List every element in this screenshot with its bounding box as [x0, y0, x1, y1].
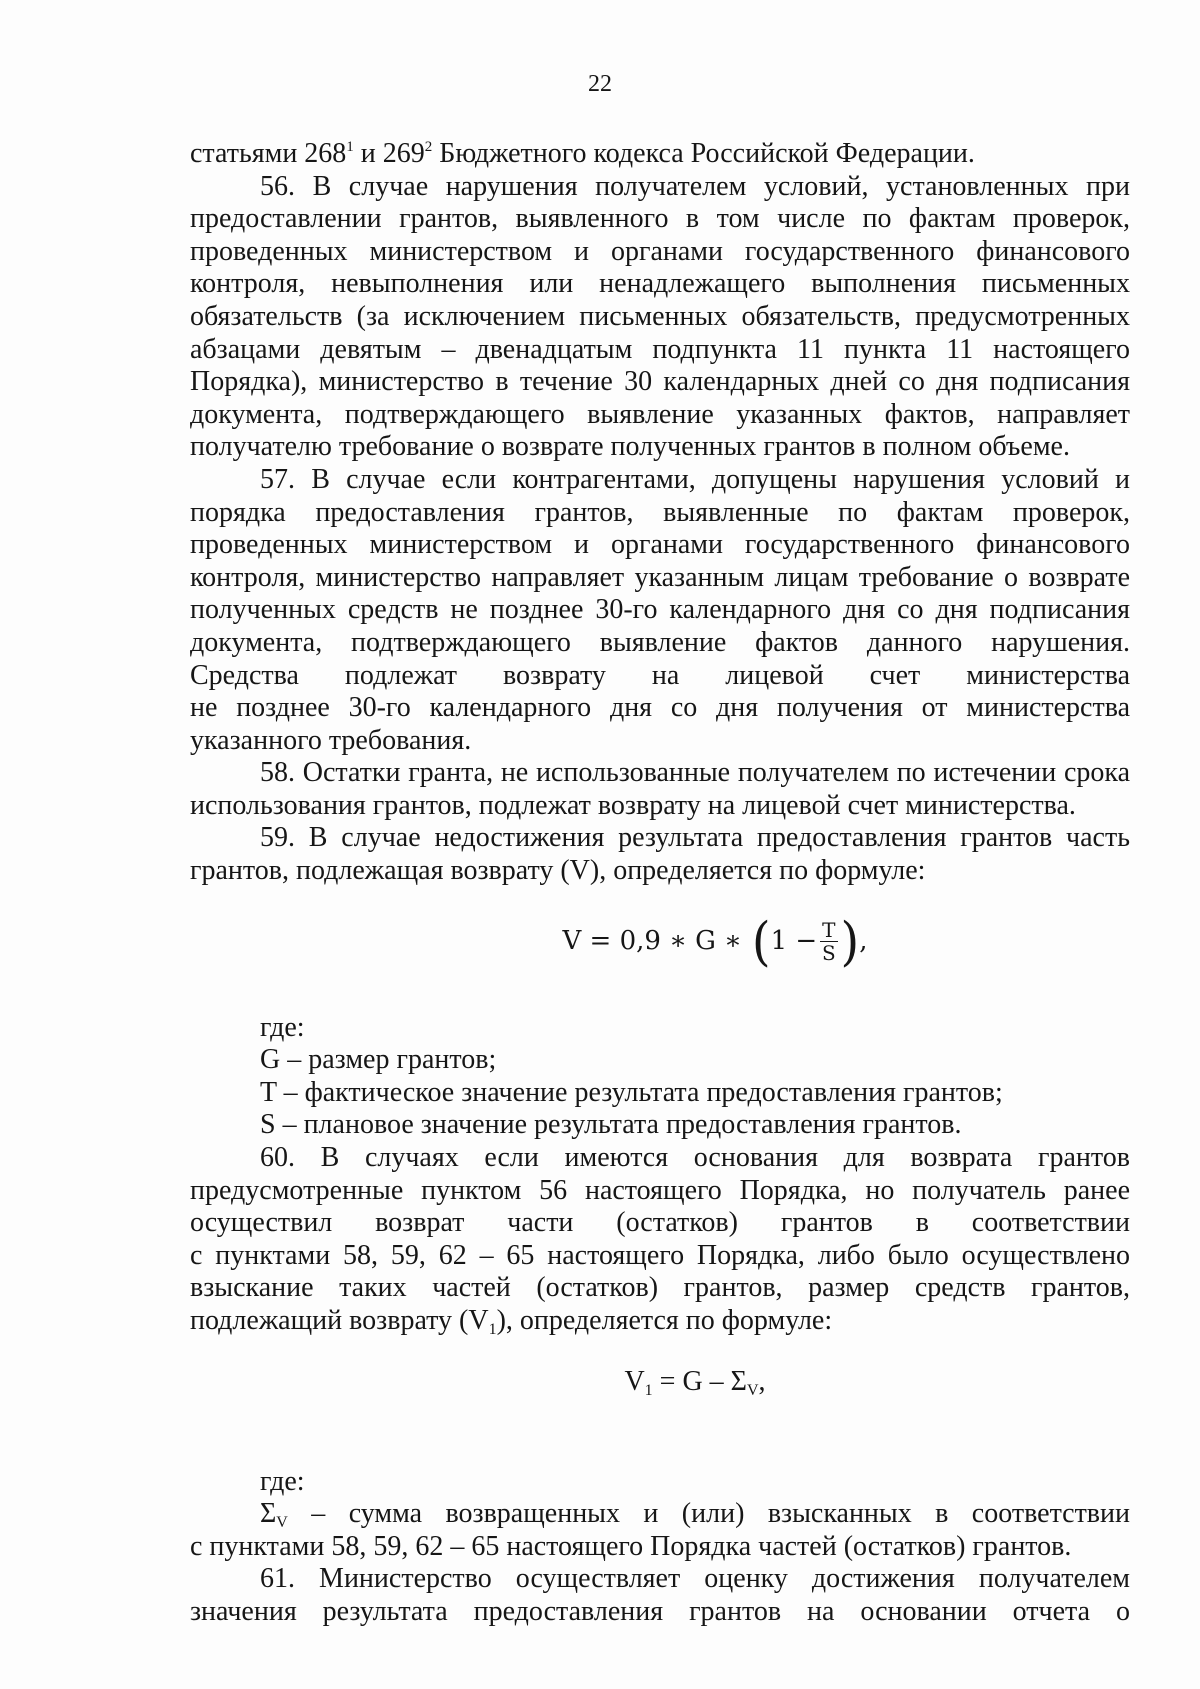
document-body	[190, 138, 1130, 1629]
text-line: 59. В случае недостижения результата предоставления грантов часть	[260, 822, 1130, 854]
text-line: полученных средств не позднее 30-го календарного дня со дня подписания	[190, 594, 1130, 626]
text-line: предоставлении грантов, выявленного в том числе по фактам проверок,	[190, 203, 1130, 235]
paragraph-58	[190, 757, 1130, 822]
formula-sigma-sub: V	[746, 1381, 759, 1399]
text-line-statutes	[190, 138, 1130, 171]
footnote-sup-1: 1	[346, 139, 354, 155]
text-line: грантов, подлежащая возврату (V), определяется по формуле:	[190, 855, 926, 887]
text-line: с пунктами 58, 59, 62 – 65 настоящего Порядка, либо было осуществлено	[190, 1239, 1130, 1271]
text-line: не позднее 30-го календарного дня со дня получения от министерства	[190, 692, 1130, 724]
formula-v1-sub: 1	[644, 1381, 653, 1399]
formula-v1-rhs: = G – Σ	[652, 1365, 747, 1397]
paragraph-61	[190, 1563, 1130, 1628]
left-paren: (	[751, 910, 771, 973]
sum-definition-text: – сумма возвращенных и (или) взысканных в соответствии	[311, 1498, 1130, 1530]
text-line: порядка предоставления грантов, выявленные по фактам проверок,	[190, 496, 1130, 528]
text-line: контроля, невыполнения или ненадлежащего выполнения письменных	[190, 268, 1130, 300]
paragraph-59	[190, 822, 1130, 887]
text-line: взыскание таких частей (остатков) грантов, размер средств грантов,	[190, 1272, 1130, 1304]
page-number: 22	[588, 71, 612, 97]
text-line: 57. В случае если контрагентами, допущены нарушения условий и	[260, 463, 1130, 495]
text-line: указанного требования.	[190, 724, 472, 756]
text-line: проведенных министерством и органами государственного финансового	[190, 235, 1130, 267]
text-line: Средства подлежат возврату на лицевой счет министерства	[190, 659, 1130, 691]
text-line: контроля, министерство направляет указанным лицам требование о возврате	[190, 561, 1130, 593]
formula-v1-base: V	[624, 1365, 645, 1397]
where-label-2: где:	[260, 1465, 305, 1497]
formula-v-tail: ,	[859, 926, 868, 957]
statute-middle: и 269	[353, 138, 425, 169]
text-line: абзацами девятым – двенадцатым подпункта 11 пункта 11 настоящего	[190, 333, 1130, 365]
p60-last-after: ), определяется по формуле:	[496, 1305, 833, 1336]
text-line: 60. В случаях если имеются основания для возврата грантов	[260, 1142, 1130, 1174]
where-label: где:	[260, 1011, 305, 1043]
v1-subscript: 1	[488, 1321, 497, 1338]
fraction-numerator: T	[822, 918, 836, 943]
definition-s: S – плановое значение результата предоставления грантов.	[260, 1109, 962, 1141]
right-paren: )	[840, 910, 860, 973]
text-line: предусмотренные пунктом 56 настоящего Порядка, но получатель ранее	[190, 1174, 1130, 1206]
fraction-denominator: S	[821, 941, 836, 966]
formula-v-inner: 1 −	[770, 926, 818, 957]
paragraph-60	[190, 1142, 1130, 1338]
p60-last-before: подлежащий возврату (V	[190, 1305, 489, 1336]
statute-suffix: Бюджетного кодекса Российской Федерации.	[439, 138, 975, 169]
definition-t: T – фактическое значение результата предоставления грантов;	[260, 1076, 1003, 1108]
text-line: проведенных министерством и органами государственного финансового	[190, 529, 1130, 561]
text-line: 61. Министерство осуществляет оценку достижения получателем	[260, 1563, 1130, 1595]
sum-definition-line	[190, 1498, 1130, 1531]
text-line: получателю требование о возврате полученных грантов в полном объеме.	[190, 431, 1070, 463]
formula-v	[190, 910, 1130, 1012]
paragraph-57	[190, 464, 1130, 757]
text-line: с пунктами 58, 59, 62 – 65 настоящего Порядка частей (остатков) грантов.	[190, 1530, 1072, 1562]
formula-v1-tail: ,	[758, 1365, 766, 1397]
statute-prefix: статьями 268	[190, 138, 347, 169]
text-line: документа, подтверждающего выявление указанных фактов, направляет	[190, 398, 1130, 430]
definition-g: G – размер грантов;	[260, 1044, 497, 1076]
text-line: значения результата предоставления грантов на основании отчета о	[190, 1595, 1130, 1627]
text-line: 56. В случае нарушения получателем условий, установленных при	[260, 170, 1130, 202]
text-line: 58. Остатки гранта, не использованные получателем по истечении срока	[260, 757, 1130, 789]
formula-v-lhs: V = 0,9 ∗ G ∗	[562, 926, 742, 957]
text-line: обязательств (за исключением письменных обязательств, предусмотренных	[190, 300, 1130, 332]
formula-v1	[190, 1366, 1130, 1466]
text-line	[190, 1305, 1130, 1338]
text-line: документа, подтверждающего выявление фактов данного нарушения.	[190, 626, 1130, 658]
footnote-sup-2: 2	[424, 139, 433, 155]
text-line: использования грантов, подлежат возврату на лицевой счет министерства.	[190, 789, 1076, 821]
paragraph-56	[190, 171, 1130, 464]
fraction-t-over-s	[820, 918, 837, 966]
text-line: Порядка), министерство в течение 30 календарных дней со дня подписания	[190, 366, 1130, 398]
sigma-symbol: $\Sigma_V$	[260, 1498, 288, 1532]
text-line: осуществил возврат части (остатков) грантов в соответствии	[190, 1207, 1130, 1239]
